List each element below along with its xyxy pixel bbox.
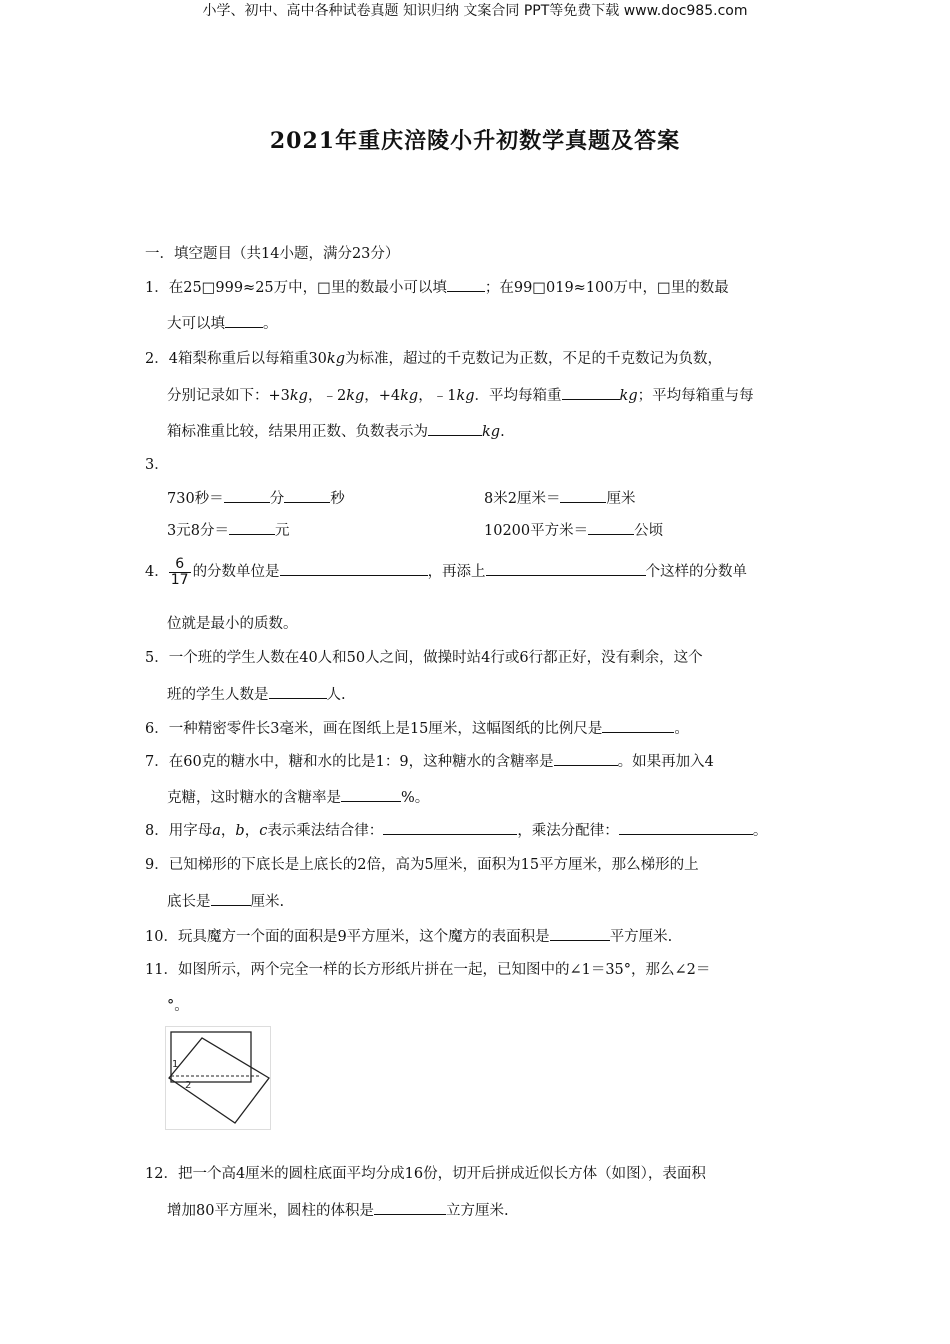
question-4-label: 4．: [145, 564, 169, 580]
question-8-text-a: 8．用字母: [145, 823, 213, 839]
question-7-cont: [167, 787, 429, 808]
question-4-cont: 位就是最小的质数。: [167, 616, 298, 632]
question-12-text-b: 立方厘米.: [445, 1203, 509, 1219]
answer-blank[interactable]: [560, 488, 606, 503]
unit-kg: kg: [289, 388, 308, 404]
question-3-item-3: [167, 520, 289, 541]
question-8-text-d: 。: [752, 823, 768, 839]
question-1-text-b: ；在99□019≈100万中，□里的数最: [484, 280, 729, 296]
q3-text: 分: [269, 491, 285, 507]
q3-text: 公顷: [634, 523, 664, 539]
question-9: 9．已知梯形的下底长是上底长的2倍，高为5厘米，面积为15平方厘米，那么梯形的上: [145, 857, 699, 873]
question-7-text-a: 7．在60克的糖水中，糖和水的比是1：9，这种糖水的含糖率是: [145, 754, 554, 770]
answer-blank[interactable]: [550, 926, 610, 941]
question-6-text-a: 6．一种精密零件长3毫米，画在图纸上是15厘米，这幅图纸的比例尺是: [145, 721, 603, 737]
question-3-label: 3．: [145, 457, 169, 473]
question-9-text-a: 底长是: [167, 894, 211, 910]
question-10-text-a: 10．玩具魔方一个面的面积是9平方厘米，这个魔方的表面积是: [145, 929, 550, 945]
question-2-cont: [167, 385, 754, 406]
question-4-text-b: ，再添上: [427, 564, 486, 580]
header-banner: 小学、初中、高中各种试卷真题 知识归纳 文案合同 PPT等免费下载 www.doc985.com: [202, 3, 748, 19]
section-heading: 一．填空题目（共14小题，满分23分）: [145, 246, 400, 262]
figure-frame: [166, 1027, 271, 1130]
question-1-text-a: 1．在25□999≈25万中，□里的数最小可以填: [145, 280, 447, 296]
question-2-text-i: 箱标准重比较，结果用正数、负数表示为: [167, 424, 428, 440]
question-10-text-b: 平方厘米.: [609, 929, 673, 945]
question-4-text-a: 的分数单位是: [192, 564, 280, 580]
answer-blank[interactable]: [562, 385, 620, 400]
question-2-text-j: .: [500, 424, 505, 440]
unit-kg: kg: [456, 388, 475, 404]
question-6-text-b: 。: [674, 721, 689, 737]
question-12-cont: [167, 1200, 509, 1221]
answer-blank[interactable]: [619, 820, 753, 835]
question-3-item-1: [167, 488, 345, 509]
question-9-cont: [167, 891, 284, 912]
question-2-text-e: ，+4: [364, 388, 401, 404]
question-12-text-a: 增加80平方厘米，圆柱的体积是: [167, 1203, 374, 1219]
unit-kg: kg: [482, 424, 501, 440]
unit-kg: kg: [346, 388, 365, 404]
question-5-text-a: 班的学生人数是: [167, 687, 269, 703]
question-2-text-h: ；平均每箱重与每: [637, 388, 754, 404]
variable-c: c: [259, 823, 268, 839]
q3-text: 10200平方米＝: [484, 523, 589, 539]
question-7: [145, 751, 714, 772]
answer-blank[interactable]: [341, 787, 401, 802]
unit-kg: kg: [400, 388, 419, 404]
q3-text: 秒: [330, 491, 345, 507]
answer-blank[interactable]: [374, 1200, 446, 1215]
q3-text: 8米2厘米＝: [484, 491, 561, 507]
answer-blank[interactable]: [486, 561, 646, 576]
question-5: 5．一个班的学生人数在40人和50人之间，做操时站4行或6行都正好，没有剩余，这个: [145, 650, 703, 666]
q3-text: 3元8分＝: [167, 523, 229, 539]
question-8: [145, 820, 767, 841]
question-7-text-d: %。: [401, 790, 430, 806]
question-6: [145, 718, 689, 739]
question-4-text-c: 个这样的分数单: [645, 564, 748, 580]
separator: ，: [244, 823, 260, 839]
angle-1-label: 1: [172, 1059, 179, 1070]
answer-blank[interactable]: [447, 277, 485, 292]
angle-2-label: 2: [185, 1080, 192, 1091]
fraction-numerator: 6: [169, 557, 191, 573]
question-10: [145, 926, 672, 947]
question-2-text-c: 分别记录如下：+3: [167, 388, 290, 404]
question-8-text-b: 表示乘法结合律：: [267, 823, 384, 839]
answer-blank[interactable]: [225, 313, 263, 328]
fraction: [169, 557, 191, 588]
question-1-cont: [167, 313, 278, 334]
unit-kg: kg: [619, 388, 638, 404]
fraction-denominator: 17: [170, 571, 189, 588]
question-2-text-b: 为标准，超过的千克数记为正数，不足的千克数记为负数，: [344, 351, 722, 367]
variable-a: a: [212, 823, 221, 839]
page-title: 2021年重庆涪陵小升初数学真题及答案: [269, 128, 681, 154]
question-7-text-c: 克糖，这时糖水的含糖率是: [167, 790, 341, 806]
unit-kg: kg: [326, 351, 345, 367]
question-2-text-g: ．平均每箱重: [474, 388, 562, 404]
answer-blank[interactable]: [224, 488, 270, 503]
answer-blank[interactable]: [588, 520, 634, 535]
question-12: 12．把一个高4厘米的圆柱底面平均分成16份，切开后拼成近似长方体（如图），表面积: [145, 1166, 706, 1182]
question-11: 11．如图所示，两个完全一样的长方形纸片拼在一起，已知图中的∠1＝35°，那么∠2＝: [145, 962, 711, 978]
answer-blank[interactable]: [229, 520, 275, 535]
question-2: [145, 349, 722, 369]
variable-b: b: [235, 823, 245, 839]
question-2-cont2: [167, 421, 505, 442]
question-3-item-4: [484, 520, 663, 541]
rectangles-figure: [165, 1026, 271, 1130]
answer-blank[interactable]: [383, 820, 517, 835]
question-11-cont: °。: [167, 998, 189, 1014]
question-7-text-b: 。如果再加入4: [617, 754, 714, 770]
separator: ，: [220, 823, 236, 839]
question-1-text-d: 。: [263, 316, 278, 332]
question-1-text-c: 大可以填: [167, 316, 225, 332]
question-2-text-d: ，﹣2: [307, 388, 347, 404]
q3-text: 730秒＝: [167, 491, 224, 507]
answer-blank[interactable]: [428, 421, 482, 436]
question-3-item-2: [484, 488, 635, 509]
question-5-cont: [167, 684, 346, 705]
question-9-text-b: 厘米.: [250, 894, 285, 910]
answer-blank[interactable]: [284, 488, 330, 503]
answer-blank[interactable]: [269, 684, 327, 699]
question-2-text-a: 2．4箱梨称重后以每箱重30: [145, 351, 327, 367]
q3-text: 元: [274, 523, 290, 539]
answer-blank[interactable]: [602, 718, 674, 733]
q3-text: 厘米: [606, 491, 636, 507]
answer-blank[interactable]: [211, 891, 251, 906]
question-4: [145, 552, 747, 592]
question-5-text-b: 人.: [326, 687, 346, 703]
question-8-text-c: ，乘法分配律：: [517, 823, 619, 839]
question-1: [145, 277, 729, 298]
answer-blank[interactable]: [554, 751, 618, 766]
question-2-text-f: ，﹣1: [418, 388, 457, 404]
answer-blank[interactable]: [280, 561, 428, 576]
